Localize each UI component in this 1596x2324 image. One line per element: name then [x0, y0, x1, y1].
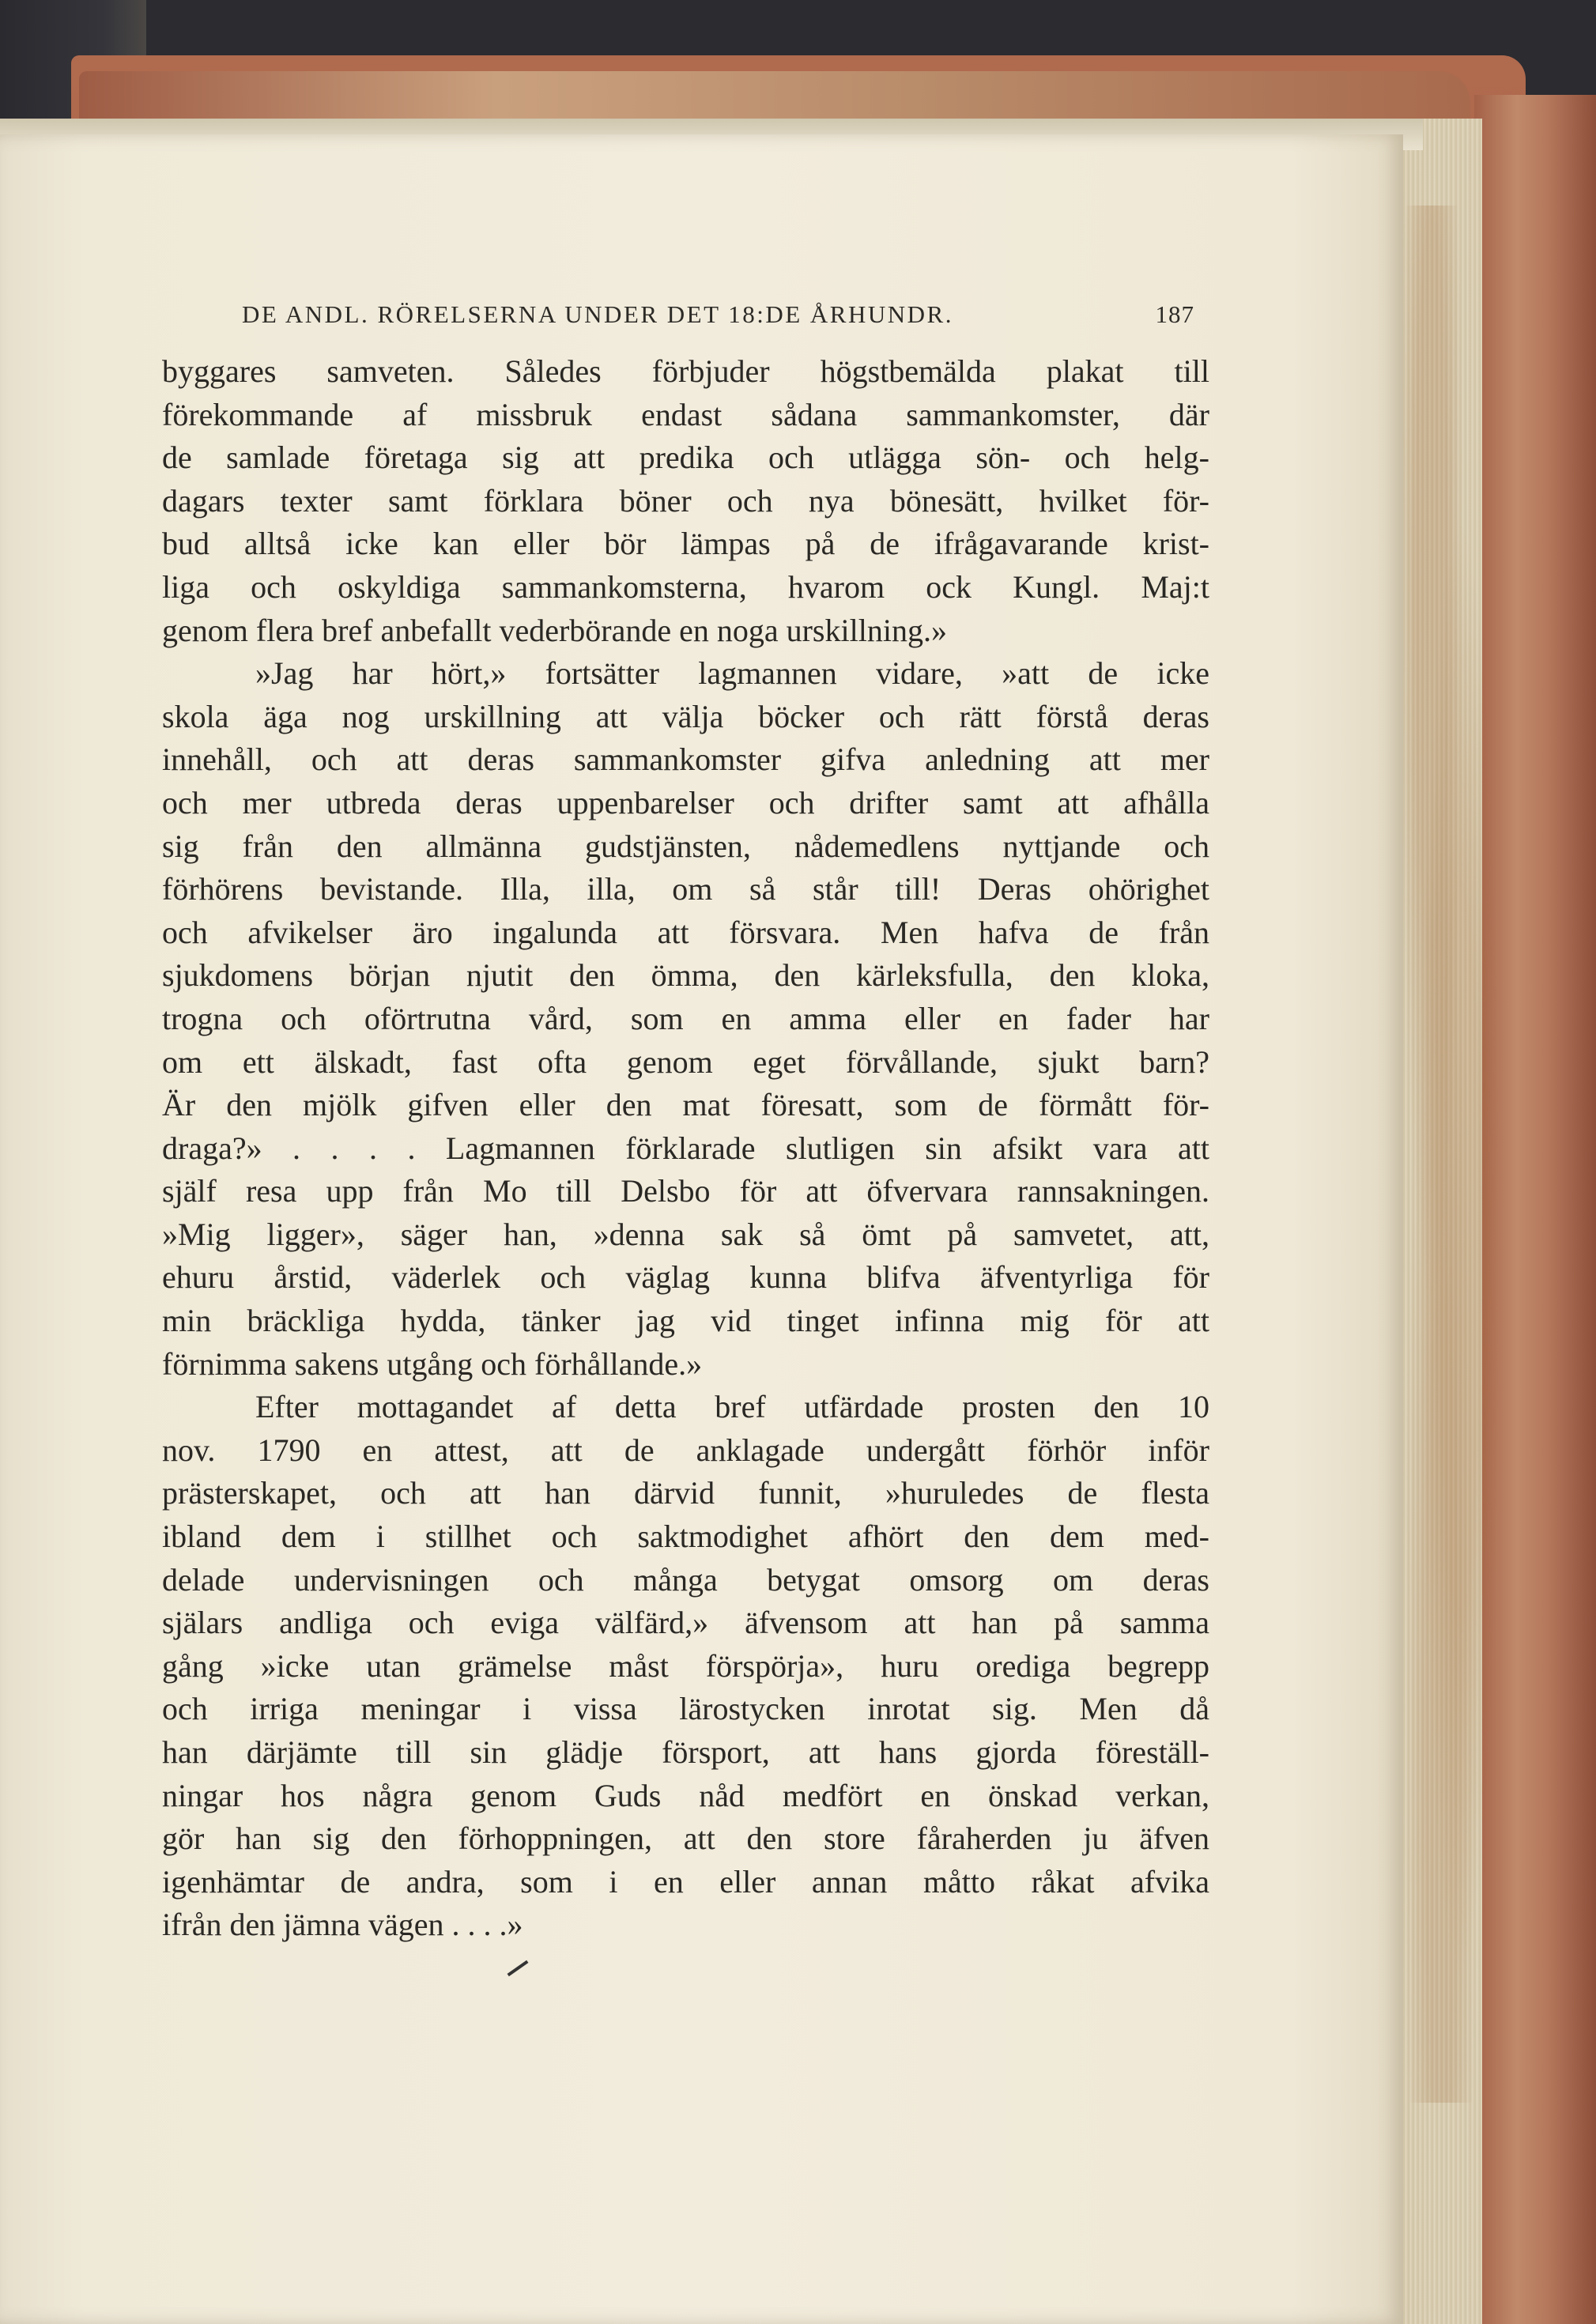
text-line: »Mig ligger», säger han, »denna sak så ömt på samvetet, att,	[162, 1216, 1209, 1252]
body-text	[162, 350, 1209, 1947]
text-line: han därjämte till sin glädje försport, att hans gjorda föreställ-	[162, 1734, 1209, 1770]
text-line: bud alltså icke kan eller bör lämpas på de ifrågavarande krist-	[162, 526, 1209, 562]
text-line: förhörens bevistande. Illa, illa, om så står till! Deras ohörighet	[162, 871, 1209, 907]
text-line: och irriga meningar i vissa lärostycken inrotat sig. Men då	[162, 1691, 1209, 1727]
text-line: nov. 1790 en attest, att de anklagade undergått förhör inför	[162, 1432, 1209, 1468]
text-line: liga och oskyldiga sammankomsterna, hvarom ock Kungl. Maj:t	[162, 568, 1209, 605]
text-line: förekommande af missbruk endast sådana sammankomster, där	[162, 396, 1209, 432]
text-line: delade undervisningen och många betygat omsorg om deras	[162, 1561, 1209, 1598]
text-line: om ett älskadt, fast ofta genom eget förvållande, sjukt barn?	[162, 1043, 1209, 1080]
text-line: Efter mottagandet af detta bref utfärdade prosten den 10	[255, 1389, 1209, 1425]
text-line: och mer utbreda deras uppenbarelser och drifter samt att afhålla	[162, 784, 1209, 821]
text-line: och afvikelser äro ingalunda att försvara. Men hafva de från	[162, 914, 1209, 950]
text-line: igenhämtar de andra, som i en eller annan måtto råkat afvika	[162, 1863, 1209, 1900]
text-line: gör han sig den förhoppningen, att den store fåraherden ju äfven	[162, 1820, 1209, 1857]
marbled-edge	[1403, 206, 1498, 2103]
text-line: sig från den allmänna gudstjänsten, nådemedlens nyttjande och	[162, 828, 1209, 864]
text-line: ibland dem i stillhet och saktmodighet afhört den dem med-	[162, 1519, 1209, 1555]
text-line: prästerskapet, och att han därvid funnit, »huruledes de flesta	[162, 1475, 1209, 1511]
text-line: skola äga nog urskillning att välja böcker och rätt förstå deras	[162, 698, 1209, 734]
page-number: 187	[1155, 300, 1194, 328]
text-line: byggares samveten. Således förbjuder högstbemälda plakat till	[162, 353, 1209, 389]
text-line: själars andliga och eviga välfärd,» äfvensom att han på samma	[162, 1605, 1209, 1641]
text-line: förnimma sakens utgång och förhållande.»	[162, 1345, 703, 1382]
text-line: sjukdomens början njutit den ömma, den kärleksfulla, den kloka,	[162, 957, 1209, 994]
text-line: de samlade företaga sig att predika och utlägga sön- och helg-	[162, 440, 1209, 476]
text-line: själf resa upp från Mo till Delsbo för att öfvervara rannsakningen.	[162, 1173, 1209, 1209]
text-line: genom flera bref anbefallt vederbörande en noga urskillning.»	[162, 612, 947, 648]
text-line: Är den mjölk gifven eller den mat föresatt, som de förmått för-	[162, 1087, 1209, 1123]
text-line: ningar hos några genom Guds nåd medfört en önskad verkan,	[162, 1777, 1209, 1813]
text-line: ehuru årstid, väderlek och väglag kunna blifva äfventyrliga för	[162, 1259, 1209, 1296]
text-line: min bräckliga hydda, tänker jag vid tinget infinna mig för att	[162, 1303, 1209, 1339]
text-line: dagars texter samt förklara böner och nya bönesätt, hvilket för-	[162, 482, 1209, 519]
text-line: ifrån den jämna vägen . . . .»	[162, 1907, 523, 1943]
running-head: DE ANDL. RÖRELSERNA UNDER DET 18:DE ÅRHUNDR.	[242, 300, 953, 328]
text-line: gång »icke utan grämelse måst förspörja», huru orediga begrepp	[162, 1647, 1209, 1684]
text-line: trogna och oförtrutna vård, som en amma eller en fader har	[162, 1000, 1209, 1036]
text-line: draga?» . . . . Lagmannen förklarade slutligen sin afsikt vara att	[162, 1130, 1209, 1166]
text-line: »Jag har hört,» fortsätter lagmannen vidare, »att de icke	[255, 655, 1209, 692]
text-line: innehåll, och att deras sammankomster gifva anledning att mer	[162, 741, 1209, 778]
